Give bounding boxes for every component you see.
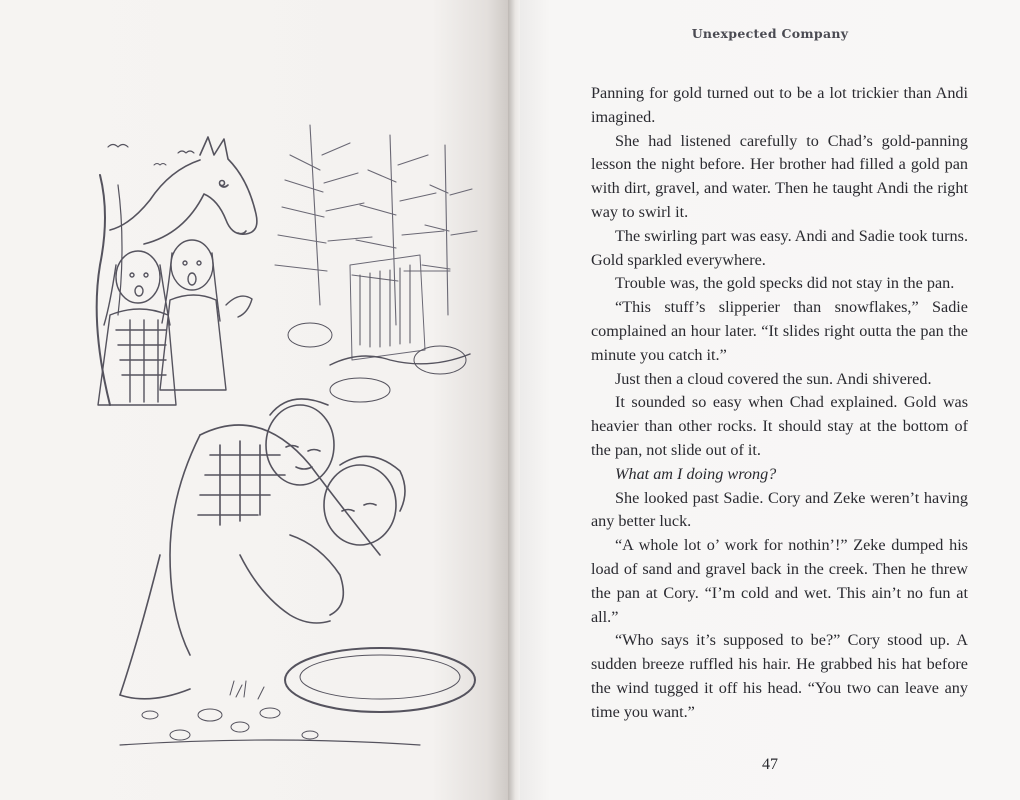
bird-sketch [178, 151, 194, 153]
book-gutter [508, 0, 520, 800]
paragraph-italic-thought [591, 463, 968, 487]
left-page [0, 0, 508, 800]
paragraph: It sounded so easy when Chad explained. Gold was heavier than other rocks. It should stay at the bottom of the pan, not slide out of it. [591, 393, 968, 459]
bird-sketch [108, 145, 128, 148]
right-page [520, 0, 1020, 800]
body-text [591, 82, 968, 725]
paragraph: Trouble was, the gold specks did not stay in the pan. [615, 274, 955, 293]
paragraph: Just then a cloud covered the sun. Andi shivered. [615, 369, 932, 388]
paragraph: The swirling part was easy. Andi and Sadie took turns. Gold sparkled everywhere. [591, 226, 968, 269]
pebbles [120, 681, 420, 745]
paragraph: “This stuff’s slipperier than snowflakes,” Sadie complained an hour later. “It slides right outta the pan the minute you catch it.” [591, 298, 968, 364]
pine-trees [275, 125, 477, 325]
paragraph: “Who says it’s supposed to be?” Cory stood up. A sudden breeze ruffled his hair. He grabbed his hat before the wind tugged it off his head. “You two can leave any time you want.” [591, 631, 968, 721]
bird-sketch [154, 164, 166, 166]
pencil-illustration [60, 115, 480, 755]
waterfall [288, 255, 470, 402]
running-head: Unexpected Company [691, 26, 849, 41]
boys-wrestling-sketch [120, 399, 405, 699]
tree-trunk [97, 175, 110, 405]
paragraph: Panning for gold turned out to be a lot trickier than Andi imagined. [591, 84, 968, 126]
paragraph: “A whole lot o’ work for nothin’!” Zeke dumped his load of sand and gravel back in the creek. Then he threw the pan at Cory. “I’m cold and wet. This ain’t no fun at all.” [591, 536, 968, 626]
page-number: 47 [762, 756, 778, 773]
paragraph: She had listened carefully to Chad’s gold-panning lesson the night before. Her brother had filled a gold pan with dirt, gravel, and water. Then he taught Andi the right way to swirl it. [591, 131, 968, 221]
girls-sketch [98, 240, 252, 405]
italic-thought: What am I doing wrong? [615, 464, 777, 483]
horse-sketch [110, 137, 257, 244]
gold-pan-sketch [285, 648, 475, 712]
paragraph: She looked past Sadie. Cory and Zeke weren’t having any better luck. [591, 488, 968, 531]
